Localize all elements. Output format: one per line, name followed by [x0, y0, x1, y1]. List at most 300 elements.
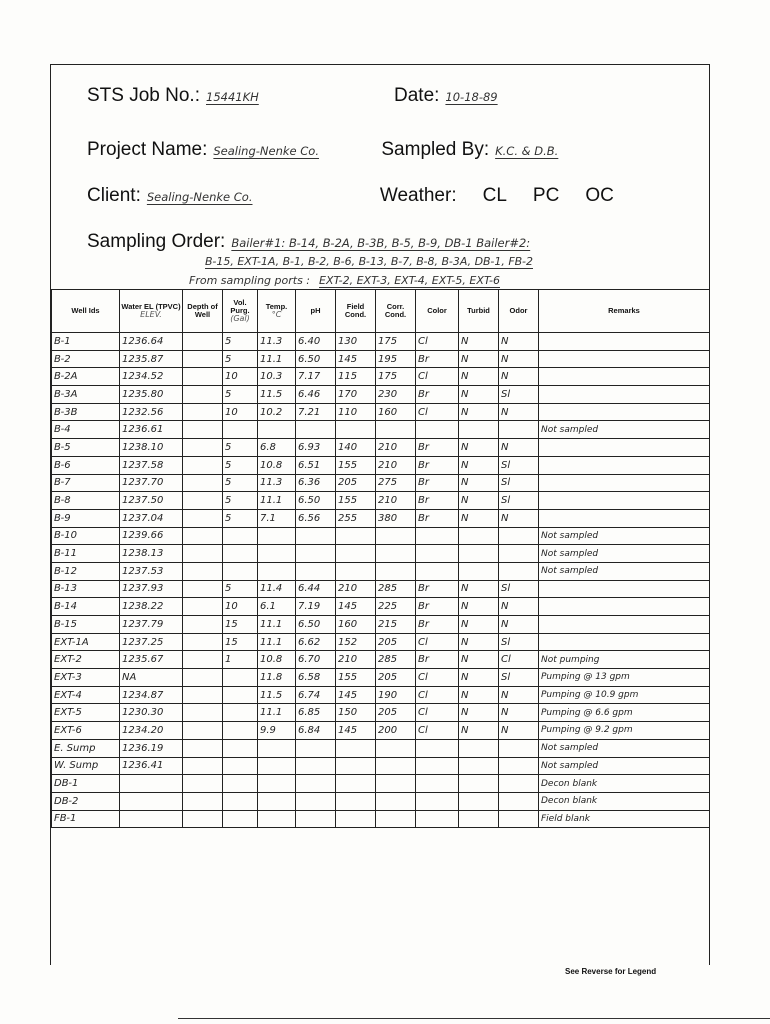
cell-depth	[183, 350, 223, 368]
cell-vol-purged: 10	[223, 403, 258, 421]
cell-corr-cond: 210	[376, 492, 416, 510]
cell-vol-purged: 5	[223, 509, 258, 527]
cell-corr-cond: 285	[376, 580, 416, 598]
cell-color: Br	[416, 616, 459, 634]
table-row	[52, 527, 710, 545]
cell-vol-purged: 5	[223, 492, 258, 510]
project-name-label: Project Name:	[87, 139, 208, 160]
cell-temp: 11.3	[258, 474, 296, 492]
cell-depth	[183, 739, 223, 757]
cell-vol-purged: 15	[223, 633, 258, 651]
cell-turbid: N	[459, 598, 499, 616]
cell-vol-purged: 5	[223, 580, 258, 598]
cell-color: Cl	[416, 686, 459, 704]
cell-field-cond: 205	[336, 474, 376, 492]
cell-water-elev: 1236.41	[120, 757, 183, 775]
cell-ph	[296, 757, 336, 775]
cell-corr-cond	[376, 562, 416, 580]
cell-water-elev: 1236.64	[120, 333, 183, 351]
cell-depth	[183, 651, 223, 669]
cell-temp: 11.8	[258, 669, 296, 687]
table-row	[52, 775, 710, 793]
column-header-field-cond: Field Cond.	[336, 290, 376, 333]
cell-well-id: DB-1	[52, 775, 120, 793]
cell-corr-cond	[376, 421, 416, 439]
cell-well-id: B-10	[52, 527, 120, 545]
cell-remarks	[539, 456, 710, 474]
cell-vol-purged	[223, 739, 258, 757]
table-row	[52, 739, 710, 757]
cell-temp: 10.3	[258, 368, 296, 386]
cell-turbid: N	[459, 686, 499, 704]
cell-remarks: Not sampled	[539, 757, 710, 775]
cell-well-id: B-15	[52, 616, 120, 634]
cell-well-id: W. Sump	[52, 757, 120, 775]
cell-corr-cond: 230	[376, 386, 416, 404]
cell-odor: Sl	[499, 456, 539, 474]
cell-ph: 6.44	[296, 580, 336, 598]
cell-color	[416, 757, 459, 775]
cell-color	[416, 527, 459, 545]
cell-field-cond	[336, 527, 376, 545]
cell-temp	[258, 421, 296, 439]
cell-color: Br	[416, 580, 459, 598]
cell-remarks	[539, 439, 710, 457]
cell-water-elev: 1237.58	[120, 456, 183, 474]
weather-option-cl: CL	[482, 185, 507, 206]
cell-vol-purged: 10	[223, 598, 258, 616]
cell-water-elev: 1237.93	[120, 580, 183, 598]
cell-color: Br	[416, 439, 459, 457]
cell-field-cond	[336, 757, 376, 775]
table-row	[52, 651, 710, 669]
cell-odor: N	[499, 722, 539, 740]
cell-corr-cond: 175	[376, 368, 416, 386]
cell-temp	[258, 775, 296, 793]
project-name-value: Sealing-Nenke Co.	[213, 144, 320, 158]
cell-corr-cond	[376, 545, 416, 563]
cell-odor	[499, 527, 539, 545]
cell-turbid: N	[459, 722, 499, 740]
cell-ph: 6.40	[296, 333, 336, 351]
cell-field-cond: 155	[336, 669, 376, 687]
cell-well-id: B-4	[52, 421, 120, 439]
cell-temp: 11.1	[258, 350, 296, 368]
cell-temp: 11.1	[258, 704, 296, 722]
cell-water-elev: NA	[120, 669, 183, 687]
cell-turbid	[459, 792, 499, 810]
cell-odor: N	[499, 368, 539, 386]
cell-corr-cond	[376, 792, 416, 810]
cell-turbid: N	[459, 651, 499, 669]
cell-odor: Sl	[499, 580, 539, 598]
cell-ph: 6.74	[296, 686, 336, 704]
cell-water-elev: 1235.80	[120, 386, 183, 404]
cell-well-id: B-5	[52, 439, 120, 457]
cell-ph: 6.46	[296, 386, 336, 404]
job-line	[87, 85, 709, 107]
cell-remarks	[539, 368, 710, 386]
cell-color: Br	[416, 474, 459, 492]
cell-turbid: N	[459, 386, 499, 404]
date-label: Date:	[394, 85, 440, 106]
cell-color	[416, 810, 459, 828]
cell-corr-cond: 215	[376, 616, 416, 634]
table-row	[52, 492, 710, 510]
cell-remarks: Not sampled	[539, 739, 710, 757]
cell-temp: 6.1	[258, 598, 296, 616]
table-row	[52, 421, 710, 439]
cell-color: Br	[416, 350, 459, 368]
cell-color: Cl	[416, 722, 459, 740]
cell-water-elev: 1237.04	[120, 509, 183, 527]
cell-temp	[258, 757, 296, 775]
cell-turbid: N	[459, 704, 499, 722]
cell-depth	[183, 792, 223, 810]
cell-ph: 6.62	[296, 633, 336, 651]
table-row	[52, 704, 710, 722]
cell-field-cond: 150	[336, 704, 376, 722]
cell-field-cond: 170	[336, 386, 376, 404]
cell-vol-purged: 15	[223, 616, 258, 634]
cell-vol-purged	[223, 722, 258, 740]
cell-field-cond	[336, 810, 376, 828]
cell-well-id: B-14	[52, 598, 120, 616]
sampling-form	[50, 64, 710, 965]
cell-temp: 11.1	[258, 492, 296, 510]
cell-turbid: N	[459, 403, 499, 421]
cell-turbid: N	[459, 456, 499, 474]
cell-ph: 6.50	[296, 350, 336, 368]
sampled-by-value: K.C. & D.B.	[495, 144, 559, 158]
cell-temp	[258, 739, 296, 757]
cell-remarks: Pumping @ 10.9 gpm	[539, 686, 710, 704]
cell-depth	[183, 810, 223, 828]
cell-depth	[183, 474, 223, 492]
cell-water-elev: 1235.67	[120, 651, 183, 669]
cell-remarks: Decon blank	[539, 775, 710, 793]
cell-color: Br	[416, 651, 459, 669]
client-value: Sealing-Nenke Co.	[146, 190, 253, 204]
cell-well-id: DB-2	[52, 792, 120, 810]
cell-odor: N	[499, 686, 539, 704]
cell-well-id: B-3A	[52, 386, 120, 404]
cell-corr-cond	[376, 775, 416, 793]
weather-label: Weather:	[379, 185, 457, 206]
cell-water-elev: 1234.20	[120, 722, 183, 740]
cell-color: Cl	[416, 403, 459, 421]
cell-turbid	[459, 739, 499, 757]
cell-ph	[296, 562, 336, 580]
cell-remarks	[539, 492, 710, 510]
cell-corr-cond	[376, 757, 416, 775]
cell-odor: Sl	[499, 492, 539, 510]
cell-turbid: N	[459, 333, 499, 351]
cell-vol-purged	[223, 545, 258, 563]
cell-corr-cond: 285	[376, 651, 416, 669]
cell-odor: N	[499, 616, 539, 634]
cell-color: Cl	[416, 333, 459, 351]
sampling-order-line-2: B-15, EXT-1A, B-1, B-2, B-6, B-13, B-7, B-8, B-3A, DB-1, FB-2	[205, 255, 533, 268]
cell-remarks	[539, 403, 710, 421]
cell-ph: 7.17	[296, 368, 336, 386]
cell-vol-purged	[223, 775, 258, 793]
cell-turbid	[459, 421, 499, 439]
cell-field-cond: 210	[336, 651, 376, 669]
cell-field-cond: 115	[336, 368, 376, 386]
cell-water-elev: 1237.50	[120, 492, 183, 510]
cell-field-cond: 110	[336, 403, 376, 421]
cell-ph	[296, 527, 336, 545]
table-row	[52, 509, 710, 527]
table-row	[52, 562, 710, 580]
cell-well-id: B-6	[52, 456, 120, 474]
cell-remarks	[539, 598, 710, 616]
column-header-vol-purg: Vol. Purg. (Gal)	[223, 290, 258, 333]
cell-corr-cond: 200	[376, 722, 416, 740]
cell-well-id: EXT-3	[52, 669, 120, 687]
cell-turbid: N	[459, 492, 499, 510]
cell-field-cond: 155	[336, 456, 376, 474]
cell-well-id: B-2A	[52, 368, 120, 386]
cell-remarks: Not sampled	[539, 562, 710, 580]
cell-temp	[258, 562, 296, 580]
cell-vol-purged: 5	[223, 386, 258, 404]
cell-depth	[183, 633, 223, 651]
cell-depth	[183, 509, 223, 527]
date-value: 10-18-89	[445, 90, 498, 104]
table-row	[52, 580, 710, 598]
cell-well-id: E. Sump	[52, 739, 120, 757]
cell-depth	[183, 439, 223, 457]
cell-depth	[183, 421, 223, 439]
cell-odor: Sl	[499, 633, 539, 651]
cell-field-cond: 255	[336, 509, 376, 527]
cell-ph: 7.19	[296, 598, 336, 616]
cell-field-cond: 145	[336, 350, 376, 368]
cell-ph	[296, 545, 336, 563]
weather-option-pc: PC	[532, 185, 560, 206]
table-row	[52, 757, 710, 775]
cell-depth	[183, 386, 223, 404]
cell-vol-purged: 5	[223, 474, 258, 492]
table-row	[52, 350, 710, 368]
cell-vol-purged	[223, 704, 258, 722]
cell-corr-cond	[376, 739, 416, 757]
cell-remarks: Field blank	[539, 810, 710, 828]
legend-note: See Reverse for Legend	[565, 967, 657, 976]
cell-ph: 6.56	[296, 509, 336, 527]
cell-ph: 6.50	[296, 616, 336, 634]
cell-well-id: EXT-4	[52, 686, 120, 704]
cell-vol-purged	[223, 669, 258, 687]
cell-temp: 11.1	[258, 616, 296, 634]
cell-corr-cond	[376, 810, 416, 828]
cell-water-elev: 1235.87	[120, 350, 183, 368]
cell-remarks	[539, 474, 710, 492]
cell-vol-purged	[223, 686, 258, 704]
cell-well-id: B-7	[52, 474, 120, 492]
table-row	[52, 333, 710, 351]
cell-well-id: EXT-5	[52, 704, 120, 722]
bottom-rule	[178, 1018, 770, 1019]
column-header-well-ids: Well Ids	[52, 290, 120, 333]
column-header-ph: pH	[296, 290, 336, 333]
cell-vol-purged	[223, 810, 258, 828]
cell-water-elev: 1238.13	[120, 545, 183, 563]
cell-vol-purged	[223, 757, 258, 775]
column-header-turbid: Turbid	[459, 290, 499, 333]
cell-color: Cl	[416, 633, 459, 651]
cell-depth	[183, 686, 223, 704]
cell-corr-cond: 190	[376, 686, 416, 704]
cell-remarks: Not sampled	[539, 527, 710, 545]
cell-corr-cond: 225	[376, 598, 416, 616]
cell-well-id: EXT-2	[52, 651, 120, 669]
cell-ph	[296, 739, 336, 757]
cell-odor	[499, 739, 539, 757]
cell-water-elev: 1237.25	[120, 633, 183, 651]
cell-well-id: B-12	[52, 562, 120, 580]
cell-color: Br	[416, 386, 459, 404]
cell-field-cond: 145	[336, 686, 376, 704]
cell-ph	[296, 810, 336, 828]
cell-color: Cl	[416, 368, 459, 386]
sampling-order-label: Sampling Order:	[87, 231, 226, 252]
cell-odor: N	[499, 333, 539, 351]
cell-color: Br	[416, 598, 459, 616]
cell-color: Br	[416, 509, 459, 527]
cell-remarks: Pumping @ 6.6 gpm	[539, 704, 710, 722]
cell-odor: N	[499, 350, 539, 368]
cell-water-elev: 1237.53	[120, 562, 183, 580]
sampling-data-table	[51, 289, 710, 828]
cell-water-elev	[120, 792, 183, 810]
sampling-order-line-3: EXT-2, EXT-3, EXT-4, EXT-5, EXT-6	[319, 274, 500, 287]
cell-turbid	[459, 810, 499, 828]
cell-odor	[499, 775, 539, 793]
cell-remarks: Not sampled	[539, 545, 710, 563]
sts-job-label: STS Job No.:	[87, 85, 200, 106]
cell-color	[416, 562, 459, 580]
cell-color: Cl	[416, 669, 459, 687]
table-row	[52, 598, 710, 616]
weather-option-oc: OC	[585, 185, 614, 206]
cell-ph	[296, 421, 336, 439]
cell-field-cond: 160	[336, 616, 376, 634]
cell-depth	[183, 562, 223, 580]
cell-color: Cl	[416, 704, 459, 722]
cell-temp: 11.1	[258, 633, 296, 651]
cell-depth	[183, 722, 223, 740]
cell-vol-purged: 5	[223, 350, 258, 368]
cell-odor	[499, 562, 539, 580]
cell-water-elev: 1230.30	[120, 704, 183, 722]
cell-odor: N	[499, 509, 539, 527]
cell-well-id: B-13	[52, 580, 120, 598]
cell-remarks: Pumping @ 13 gpm	[539, 669, 710, 687]
cell-odor: Cl	[499, 651, 539, 669]
cell-temp: 11.5	[258, 386, 296, 404]
cell-well-id: B-3B	[52, 403, 120, 421]
cell-well-id: B-2	[52, 350, 120, 368]
table-row	[52, 474, 710, 492]
table-row	[52, 439, 710, 457]
cell-temp: 10.2	[258, 403, 296, 421]
column-header-remarks: Remarks	[539, 290, 710, 333]
cell-vol-purged	[223, 562, 258, 580]
cell-corr-cond: 210	[376, 456, 416, 474]
cell-turbid	[459, 527, 499, 545]
cell-remarks	[539, 616, 710, 634]
cell-turbid: N	[459, 580, 499, 598]
table-row	[52, 792, 710, 810]
cell-remarks: Decon blank	[539, 792, 710, 810]
column-header-temp: Temp. °C	[258, 290, 296, 333]
cell-water-elev: 1238.10	[120, 439, 183, 457]
cell-temp: 10.8	[258, 456, 296, 474]
cell-water-elev: 1237.79	[120, 616, 183, 634]
cell-depth	[183, 403, 223, 421]
cell-remarks	[539, 386, 710, 404]
sts-job-value: 15441KH	[206, 90, 259, 104]
cell-well-id: EXT-1A	[52, 633, 120, 651]
cell-depth	[183, 492, 223, 510]
cell-temp: 7.1	[258, 509, 296, 527]
cell-temp: 9.9	[258, 722, 296, 740]
cell-remarks: Not sampled	[539, 421, 710, 439]
cell-corr-cond: 195	[376, 350, 416, 368]
cell-odor: Sl	[499, 474, 539, 492]
cell-well-id: EXT-6	[52, 722, 120, 740]
cell-corr-cond: 160	[376, 403, 416, 421]
cell-odor	[499, 421, 539, 439]
cell-corr-cond	[376, 527, 416, 545]
cell-turbid	[459, 545, 499, 563]
cell-vol-purged	[223, 792, 258, 810]
cell-remarks: Pumping @ 9.2 gpm	[539, 722, 710, 740]
cell-corr-cond: 175	[376, 333, 416, 351]
client-label: Client:	[87, 185, 141, 206]
cell-odor: Sl	[499, 386, 539, 404]
cell-field-cond	[336, 545, 376, 563]
cell-water-elev: 1238.22	[120, 598, 183, 616]
cell-turbid: N	[459, 669, 499, 687]
cell-well-id: B-8	[52, 492, 120, 510]
cell-field-cond	[336, 792, 376, 810]
cell-ph: 6.84	[296, 722, 336, 740]
cell-remarks	[539, 350, 710, 368]
cell-temp	[258, 527, 296, 545]
cell-turbid: N	[459, 368, 499, 386]
cell-color	[416, 421, 459, 439]
cell-ph: 7.21	[296, 403, 336, 421]
cell-odor	[499, 545, 539, 563]
cell-color	[416, 792, 459, 810]
cell-field-cond	[336, 775, 376, 793]
cell-odor: N	[499, 403, 539, 421]
table-row	[52, 633, 710, 651]
cell-turbid: N	[459, 474, 499, 492]
cell-ph: 6.93	[296, 439, 336, 457]
table-row	[52, 810, 710, 828]
cell-vol-purged: 5	[223, 456, 258, 474]
cell-depth	[183, 527, 223, 545]
cell-odor	[499, 792, 539, 810]
cell-color	[416, 775, 459, 793]
cell-depth	[183, 580, 223, 598]
cell-water-elev: 1234.87	[120, 686, 183, 704]
